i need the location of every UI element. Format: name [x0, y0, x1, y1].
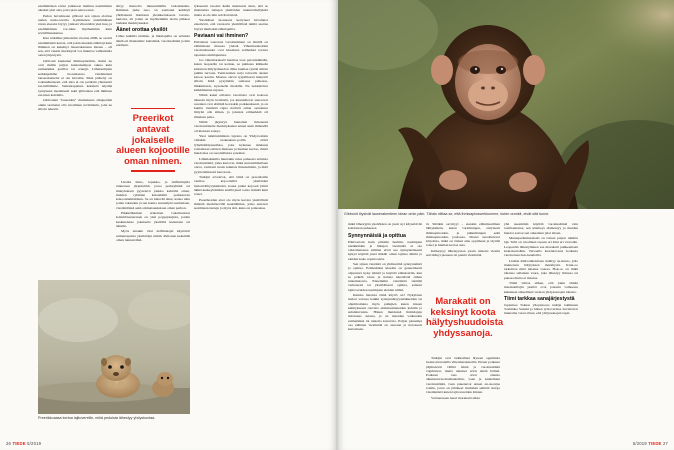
paragraph: Muutaperänmarakatti on toinen paljon tutkittu laji. Sillä on tavallisen tapaan eri ääni eri vaaroille. Leopardin lähestyminen saa marakatit puhkeamaan krak-huutoihin. Taivaalla kaartelevasta kotkasta varoitetaan hok-huudoilla.	[504, 236, 578, 258]
prairie-dog-photo	[38, 280, 190, 414]
pull-quote-left: Preerikot antavat jokaiselle alueen kojootille oman nimen.	[116, 108, 190, 172]
paragraph: Myös ainakin viisi delfiinalajia käyttävät samantapaista yksilöidyn nimiä. Pullonen keksittää oman tunnusvihel-	[116, 229, 190, 242]
left-column-2-top	[116, 4, 190, 104]
paragraph: Kätkeytyy läheisyyteen jotain tunteita viestin selvittänyt pieneen tai pieniä viestintää.	[426, 248, 500, 258]
paragraph: yhä useammin käyttää varoitusääniä vain tosititanteissa, sen käsitteys täsmentyy ja muiden huudot saavat sen oikeaman jalat alleen.	[504, 222, 578, 235]
paragraph: Kuinka tietoista tämä käyttö on? Nykyisten tiedon valossa kaikki synnynnäisyyseläkkeiden tai ohjelmoituina myös puhujien kuten kissan kehityksessä olevista aistimuuttuneiden kohtiin ja suhdeluvuista. Hänen muidensä ihmislajeja tietoisuus asiasta, ja on alueiden vaikeuden esimerkiksi tai tunteita kuvaavia. Paljon pienempi osa eläinten viestintää on suoraan ja tietoisesti kertomaan.	[348, 293, 422, 332]
right-column-2-bottom	[426, 356, 500, 442]
paragraph: Jos vihermarakatti huomaa ison petonisäkkään, kuten leopardin tai kotkan, se puhkuaa kiihkeän kirkuvan hälytyshuudon. Muu laumaa ryntää silloin puihin turvaan. Tuuli-käsien sarja taivaalla oksien katsoo kauttu. Maassa olevat tyypillisesti menevät silloin ääkä pysymään samassa paikassa, liikkumaton, kyseiselle merkille. Ne nokkaisivat kaikkimanna rujassa.	[194, 58, 268, 92]
paragraph: Sen sijaan viestintä on yhdistelmä synnynnäistä ja opittua. Esimerkiksi kissalla on geneettisesti ohjautuva kyky sihistä ja käyttää eläinkoiriin, kun se pelkää toista ja haluaa iskettävää siihen tuntematonta. Ennemmin viestintää sisältää varhaisesti tai yksilöllisesti opittua, samoin lajitovereiden useimpien eleiden nimiä.	[348, 262, 422, 292]
paragraph: Lisäksi äänivalikoimaan sisältyy su-huuto, jolla muutetaan hälytyksen merkitystä. Krak-oo tarkoittaa mitä tahansa vaaraa. Hok-oo on mikä tahansa sellainen vaara, joka lähestyy ilmassa tai puussa mutta ei maassa.	[504, 258, 578, 280]
subheading: Tiimi tarkkaa sanajärjestystä	[504, 295, 575, 302]
magazine-brand: TIEDE	[12, 441, 26, 446]
paragraph: Lähes kaikilla nisäkäs- ja lintulajeilla on erilaisia ääniä eri tilanteisiin: kuttsäänä, varoitusääniä ja niin edelleen.	[116, 34, 190, 47]
prairie-dog-photo-art	[38, 280, 190, 414]
issue-number: 5/2019	[632, 441, 647, 446]
paragraph: Gibbonien "lauseiden" muinaisena alkuperänä onkin saattanut olla tavallinen reviirilaulu, joita ne siltoin tekevät.	[38, 98, 112, 111]
right-footer	[633, 441, 668, 446]
paragraph: Uusilta lintu-, lepakko- ja delfiinilajilta tunnetaan järjestelmä, jossa perheyhtmä tai muuyhdessä pyytelevä joukko kehittää oman, muiden ryhmien kutsuääntä poikkeavan kokoontumisäänen. Se on kätevää siksi, koska näin jotain rakauden ja sen kautta suurempiä saamisiaan, viestintäänsä sekä ominaisuuksiaan oman perhon.	[116, 180, 190, 210]
paragraph: Yksi tutkittuimmista lajeista on Yhdysvaltain vieläkin ruskeakaso-pollin elävä lyhythäntäpreerikko, joka kykenee tarkkuus toistamaan reittien mukaan ja hieman kertoo, mistä huudoissa on suositelluista sanoiksi.	[194, 134, 268, 156]
photo-caption-right: Gibbonit löysivät lauserakenteen idean omin päin. Tähän viittaa se, että ihmisapinaserkkumme, kuten orankit, eivät sitä tunne.	[344, 212, 550, 216]
paragraph: Tutkijat arvelevat, että tämä on preerikoille varmaa kojootteiltä yksilöiden tiedonvälitysyksiköstä, koska jotkut kojootit jäivät äkkiä keskeyttämään sisällä juuri toista isäntää kuin toiset.	[194, 175, 268, 197]
paragraph: Lähimakunilla muutakin tulee puheesta erilaista varoitusääntä, jotka kertovat, mikä seurasimmallaan oleva, varmasti tuoda kaikista ilmenemisin, ja mitä pyyttelemisestä kerrotaan.	[194, 156, 268, 174]
paragraph: Pedon havaittuaan gibboni sen sijaan aloittaa uuden uusia-tavalla. Kymmenen ensimmäisen tavun sisaatta löytyy ynnissä viitenttään yksi huu, ja ensimmäinen vor-tulee myöhemmin kuin tevärillisuuksissa.	[38, 13, 112, 35]
paragraph: Kun tutkimus julkaistiin vuonna 2006, se osoitti ensimmäistä kertaa, että jokin muukin eläinlaji kuin ihminen on keksinyt lauserakenteen ideaan – eli sen, että viestin merkitystä voi muuttaa vaihtamalla osien järjestystä.	[38, 36, 112, 58]
magazine-brand: TIEDE	[648, 441, 662, 446]
paragraph: Gibbonit kaukunat ihmisapinoihin, mutta ne ovat meille paljon kaukaisempaa sukua kuin esimerkiksi gorillat tai orangit. Läheisempien serkkujemme luontaisessa viestinnässä lauserakenteita ei ole havaittu. Siksi päätelty on todennäköisesti, että idea ei ole periksin yhteisestä esi-isältämme. Samantapainen keksintö näyttää syntyneen itsenäisesti sekä gibbonien että ihmisen esi-isien kohdalla.	[38, 58, 112, 97]
photo-caption-left: Preerikkoaasa kertoa lajitovereille, mikä pedoista lähestyy yhdyskuntaa.	[38, 416, 156, 420]
right-column-3	[504, 222, 578, 442]
pull-quote-right: Marakatit on keksinyt koota hälytyshuudoista yhdyssanoja.	[426, 295, 504, 338]
paragraph: siityy muotoila muusemmilla tarkoituksiin. Ihmisten puhe tuoo on saattanut kehittyä yhtälaisesti mietisten yksinkertaisesta tavoite-laulosta, eli jotain on myöhemmin alettu pilkkoa uudeksi merkitykseksi.	[116, 4, 190, 25]
left-column-3	[194, 4, 268, 444]
right-column-2-top	[426, 222, 500, 294]
left-page	[0, 0, 336, 450]
page-number: 27	[662, 441, 668, 446]
paragraph: Varttuessaan nuori marakatti alkaa	[431, 395, 480, 400]
chimpanzee-photo-art	[338, 0, 674, 209]
subheading: Äänet orottaa yksilöt	[116, 27, 168, 34]
paragraph: Erilaisista vaaroista varoittaminen on äänillä on eläimistaan muassa yleistä. Vihermarakattien varoitushuudot ovat klassinen esimerkki tavasta tapanista nimilajuuista.	[194, 39, 268, 57]
page-number: 26	[6, 441, 12, 446]
subheading: Synnynnäisiä ja opittua	[348, 232, 406, 239]
paragraph: Japanissa Tokion yliopistossa tutkija toimineen Toshitaka Suzuki ja hänen työtoverinsa havaitsivat muutama vuosi sitten, että yhdyssanojen tapai-	[504, 302, 578, 316]
paragraph: Päinvastoin kuin pitkään luultiin, useimpien nisäkkäiden ja lintujen viestintää ei ole vakiomaisessa eläimet eivät saa synnynnäisessä kykyä käyttää juuri mikäli oman lajinsa ääniin ja eleiden koko repertoaaria.	[348, 239, 422, 261]
paragraph: Preerikoiden ettei ole myös kuvata yksilöllisiä ihmisiä merkitsevillä keskitähtien, jotka auttavat seurimaan tunteja ja myös sitä, kuka on poikaansa.	[194, 197, 268, 211]
subheading: Paviaani vai ihminen?	[194, 32, 249, 39]
right-page	[338, 0, 674, 450]
paragraph: ensimmäisen tavun jonkkoon muhtuu useimmiten ainakin yksi asia, joita pian seuraa uusi.	[38, 4, 112, 13]
paragraph: mikä lähestyjän yksilöiden on juuri nyt käytettävää kohdataan puheessa.	[348, 222, 422, 231]
paragraph: Yksittäiset luonnosta kertyneet havainnot enteilevät, että vastaavia yksilöllisiä nimiä saattaa löytyä muiltakin eläinlajeilta.	[194, 18, 268, 31]
paragraph: Pikkurilkkinen erikoinen vokalisaation kolumbiaanaranen on yksi poppajalajista, joiden keskuudessa jokaisella yksilöllä kutsutaan eri äänelle.	[116, 211, 190, 228]
paragraph: lykseensä vuoden ikään mennessä siten, että se muistuttaa tuttujen yksilöiden tunnusvihellyksiä mutta ei ole niin selvästi niistä.	[194, 4, 268, 17]
chimpanzee-photo	[338, 0, 674, 209]
paragraph: tä. Siitäkin osviiryyt – etenkin eläinmaailman lähiyksikön, kuten varislintujen, erityisesti ihmisapinoiden, ja pikkulintujen sekä ihmisapinoiden, joukossa. Monet suosittelevat kirjoittaa, mikä on tärkeä aina oppimaan ja täyttää toiset ja hieman kertoa asia.	[426, 222, 500, 248]
paragraph: Nämä järjestyä huutamat ilmeisesti varoitusäänelle merkitykseksi ennen kuin ihmisellä oli kielessä sanoja.	[194, 120, 268, 133]
issue-number: 5/2019	[27, 441, 42, 446]
paragraph: Tutkijat ovat tarkkailleet älyteen oppimisia luonnonvaraisilla vihermarakateilla. Pienet poikaset jäljittelevät välillä ääniä ja varoitusääniä vigahtuvat, mutta aikuiset eivät niistä hälinä. Poikaset taas oivat omasta aikuistenvaroitushuutoihin, vaan ja kuulemien varoitusääniä, vaan pakenevat ennen en-suonjaa toisiin, joten on jättäneet muitakin selittää tietoja viestinnästä kuten lajitovereiden äänten.	[426, 356, 500, 394]
paragraph: Nämä kaksi erilaista varoitusta ovat kokoon äänessä myös bettiristä, jos kuuntellevat seuraavat sanoiksi ovat eläimiä kovaakin poikkeuksesti, ja on kuultu viestintä rujua tietävät oman osuutensa liittyisi olla siihen, ja jokaista erimerkkiä oli ilmeisen paha.	[194, 93, 268, 119]
left-column-1	[38, 4, 112, 278]
paragraph: Tämä viittaa siihen, että jokin tämän marakattilajin yksilöt ovat joissain vaiheessa keksineet alkeellisen version yhdyssanojen ideasta.	[504, 281, 578, 294]
right-column-1	[348, 222, 422, 442]
left-footer	[6, 441, 41, 446]
